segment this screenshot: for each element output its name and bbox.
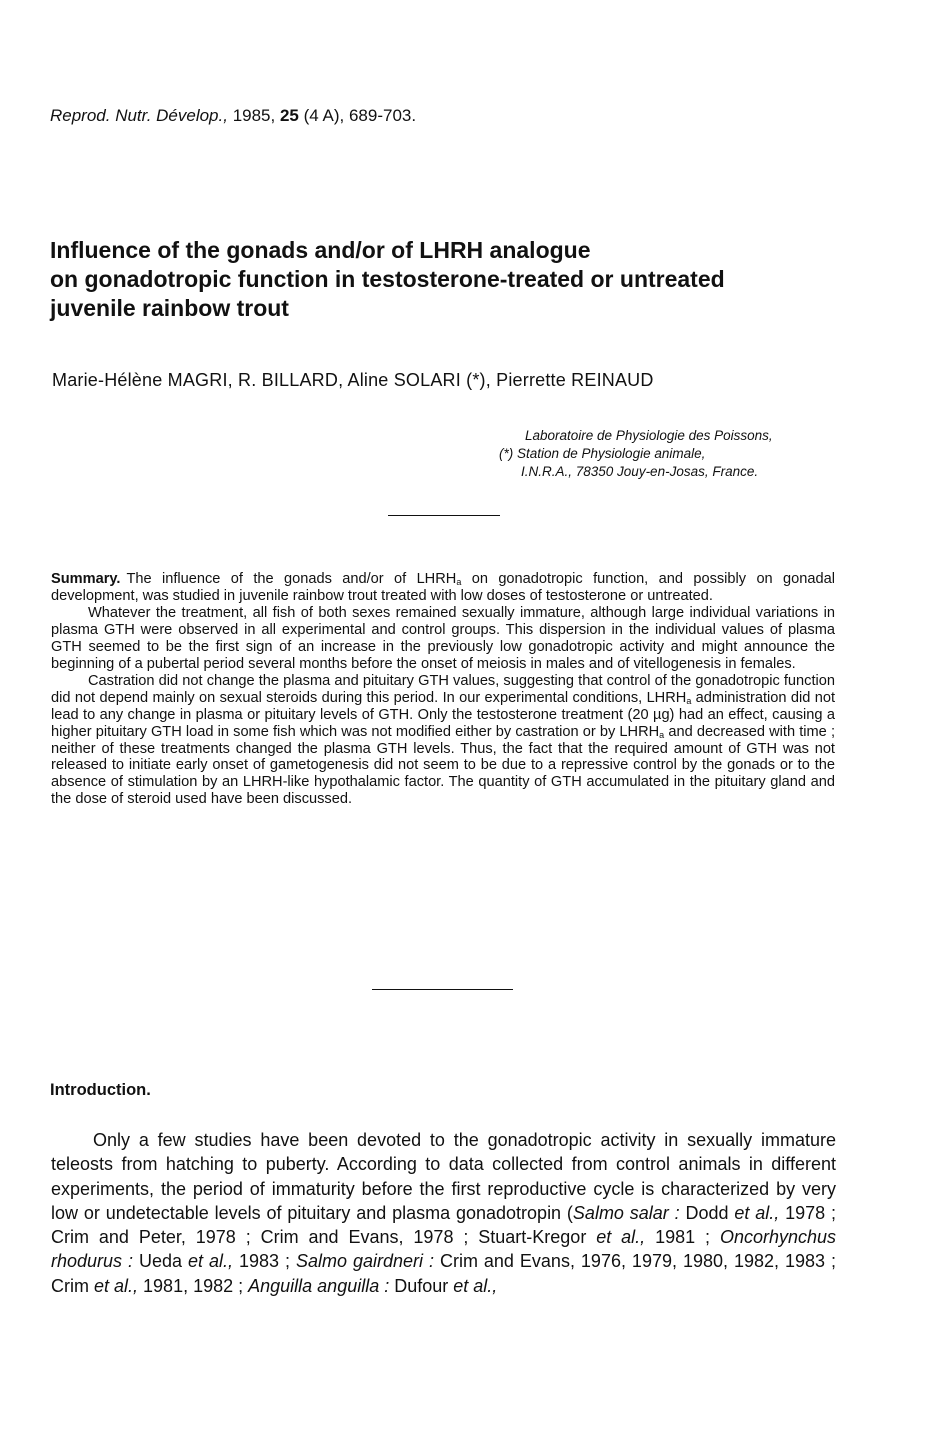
summary-paragraph: Castration did not change the plasma and pituitary GTH values, suggesting that control of the gonadotropic function did not depend mainly on sexual steroids during this period. In our experimental conditions, $LHRH_a$ administration did not lead to any change in plasma or pituitary levels of GTH. Only the testosterone treatment (20 µg) had an effect, causing a higher pituitary GTH load in some fish which was not modified either by castration or by $LHRH_a$ and decreased with time ; neither of these treatments changed the plasma GTH levels. Thus, the fact that the required amount of GTH was not released to initiate early onset of gametogenesis did not seem to be due to a repressive control by the gonads or to the absence of stimulation by an LHRH-like hypothalamic factor. The quantity of GTH accumulated in the pituitary gland and the dose of steroid used have been discussed. <box>51 672 835 808</box>
journal-issue-pages: (4 A), 689-703. <box>303 106 417 125</box>
summary-paragraph: Whatever the treatment, all fish of both sexes remained sexually immature, although large individual variations in plasma GTH were observed in all experimental and control groups. This dispersion in the individual values of plasma GTH seemed to be the first sign of an increase in the previously low gonadotropic activity and might announce the beginning of a pubertal period several months before the onset of meiosis in males and of vitellogenesis in females. <box>51 604 835 672</box>
section-heading-introduction: Introduction. <box>50 1081 151 1099</box>
title-line: juvenile rainbow trout <box>50 295 289 321</box>
affiliation-line: I.N.R.A., 78350 Jouy-en-Josas, France. <box>521 464 759 479</box>
journal-citation <box>50 106 416 126</box>
summary-section <box>51 571 835 808</box>
article-title <box>50 236 880 323</box>
divider-rule <box>388 515 500 516</box>
title-line: on gonadotropic function in testosterone-treated or untreated <box>50 266 725 292</box>
affiliation-line: Laboratoire de Physiologie des Poissons, <box>525 428 773 443</box>
affiliation-line: (*) Station de Physiologie animale, <box>499 446 706 461</box>
author-list: Marie-Hélène MAGRI, R. BILLARD, Aline SOLARI (*), Pierrette REINAUD <box>52 370 654 390</box>
summary-label: Summary. <box>51 571 121 587</box>
journal-name: Reprod. Nutr. Dévelop., <box>50 106 228 125</box>
divider-rule <box>372 989 513 990</box>
summary-paragraph: Summary. The influence of the gonads and/or of $LHRH_a$ on gonadotropic function, and possibly on gonadal development, was studied in juvenile rainbow trout treated with low doses of testosterone or untreated. <box>51 571 835 604</box>
journal-year: 1985, <box>232 106 276 125</box>
title-line: Influence of the gonads and/or of LHRH analogue <box>50 237 591 263</box>
affiliation <box>490 427 850 481</box>
journal-volume: 25 <box>279 106 299 125</box>
introduction-paragraph: Only a few studies have been devoted to the gonadotropic activity in sexually immature teleosts from hatching to puberty. According to data collected from control animals in different experiments, the period of immaturity before the first reproductive cycle is characterized by very low or undetectable levels of pituitary and plasma gonadotropin (Salmo salar : Dodd et al., 1978 ; Crim and Peter, 1978 ; Crim and Evans, 1978 ; Stuart-Kregor et al., 1981 ; Oncorhynchus rhodurus : Ueda et al., 1983 ; Salmo gairdneri : Crim and Evans, 1976, 1979, 1980, 1982, 1983 ; Crim et al., 1981, 1982 ; Anguilla anguilla : Dufour et al., <box>51 1130 837 1296</box>
